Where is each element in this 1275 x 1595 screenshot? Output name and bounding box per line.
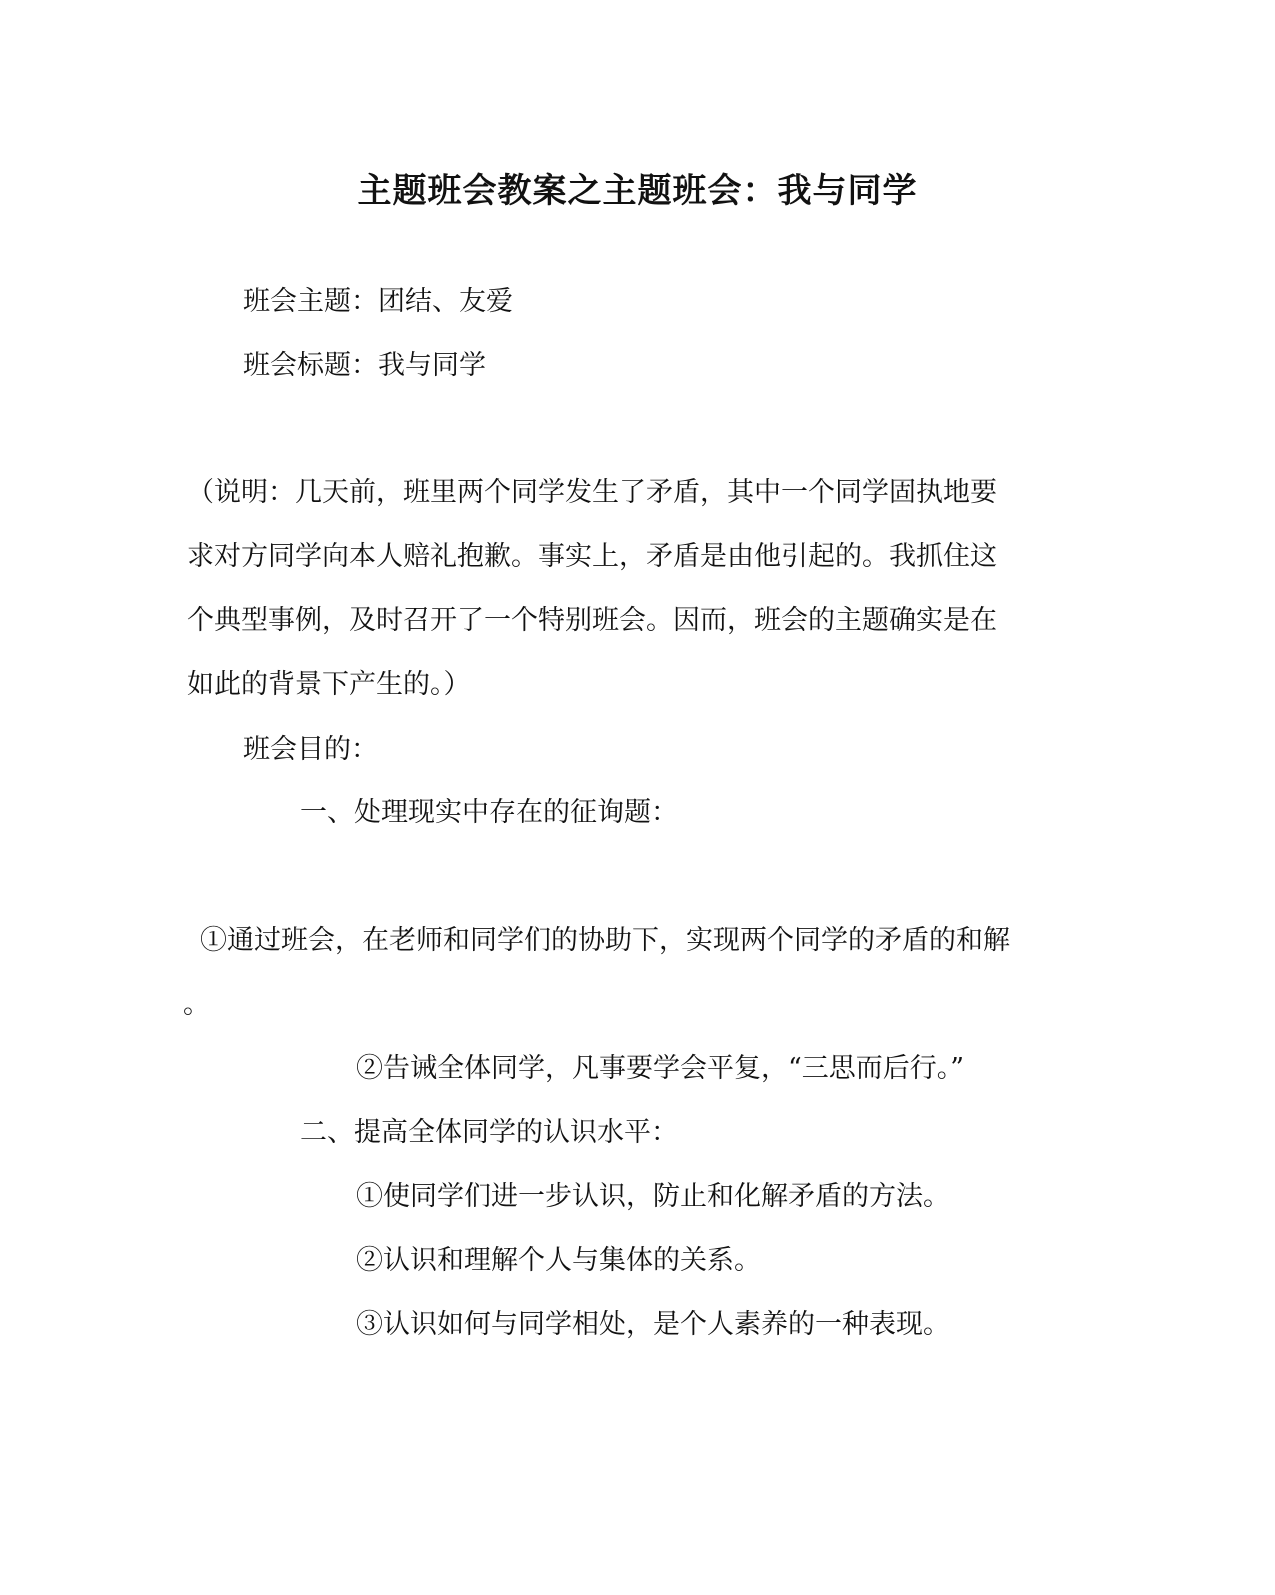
purpose-heading: 班会目的： <box>243 734 378 765</box>
note-line: （说明：几天前，班里两个同学发生了矛盾，其中一个同学固执地要 <box>187 477 997 508</box>
meeting-theme: 班会主题：团结、友爱 <box>243 286 513 317</box>
section-one-item-1: ①通过班会，在老师和同学们的协助下，实现两个同学的矛盾的和解 <box>200 925 1010 956</box>
note-line: 求对方同学向本人赔礼抱歉。事实上，矛盾是由他引起的。我抓住这 <box>187 541 997 572</box>
note-line: 个典型事例，及时召开了一个特别班会。因而，班会的主题确实是在 <box>187 605 997 636</box>
meeting-title: 班会标题：我与同学 <box>243 350 486 381</box>
note-line: 如此的背景下产生的。） <box>187 669 471 700</box>
section-one-heading: 一、处理现实中存在的征询题： <box>300 797 678 828</box>
document-title: 主题班会教案之主题班会：我与同学 <box>357 171 918 211</box>
section-one-item-2: ②告诫全体同学，凡事要学会平复，“三思而后行。” <box>356 1053 965 1084</box>
section-two-item-1: ①使同学们进一步认识，防止和化解矛盾的方法。 <box>356 1181 950 1212</box>
section-two-heading: 二、提高全体同学的认识水平： <box>300 1117 678 1148</box>
note-paragraph <box>187 461 1067 717</box>
section-two-item-2: ②认识和理解个人与集体的关系。 <box>356 1245 761 1276</box>
section-one-item-1-continuation: 。 <box>183 989 210 1020</box>
section-two-item-3: ③认识如何与同学相处，是个人素养的一种表现。 <box>356 1309 950 1340</box>
